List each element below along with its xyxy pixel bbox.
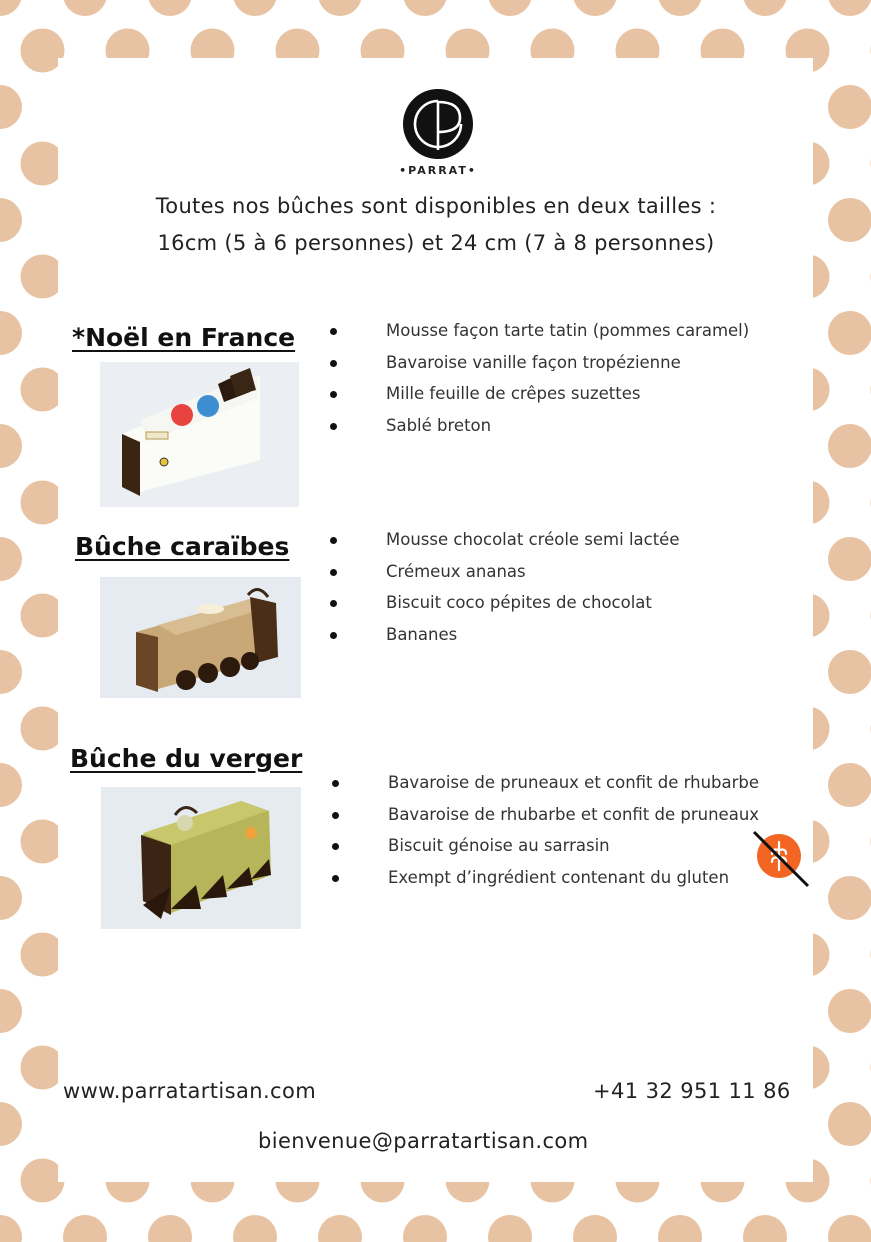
- border-dot: [743, 1215, 787, 1242]
- photo-buche-caraibes: [100, 577, 301, 698]
- border-dot: [828, 1102, 871, 1146]
- phone-number[interactable]: +41 32 951 11 86: [593, 1079, 791, 1103]
- border-dot: [828, 198, 871, 242]
- border-dot: [318, 0, 362, 16]
- border-dot: [318, 1215, 362, 1242]
- border-dot: [148, 0, 192, 16]
- website-link[interactable]: www.parratartisan.com: [63, 1079, 317, 1103]
- border-dot: [743, 0, 787, 16]
- border-dot: [0, 1215, 22, 1242]
- border-dot: [0, 0, 22, 16]
- product-title-buche-caraibes: Bûche caraïbes: [75, 532, 290, 561]
- border-dot: [828, 537, 871, 581]
- border-dot: [403, 1215, 447, 1242]
- border-dot: [828, 1215, 871, 1242]
- photo-buche-du-verger: [101, 787, 301, 929]
- border-dot: [573, 1215, 617, 1242]
- border-dot: [403, 0, 447, 16]
- border-dot: [828, 311, 871, 355]
- border-dot: [0, 424, 22, 468]
- border-dot: [828, 424, 871, 468]
- border-dot: [0, 1102, 22, 1146]
- border-dot: [0, 537, 22, 581]
- border-dot: [0, 876, 22, 920]
- border-dot: [0, 311, 22, 355]
- border-dot: [233, 1215, 277, 1242]
- border-dot: [828, 85, 871, 129]
- product-title-buche-du-verger: Bûche du verger: [70, 744, 303, 773]
- gluten-free-icon: [750, 830, 810, 888]
- border-dot: [63, 1215, 107, 1242]
- product-title-noel-en-france: *Noël en France: [72, 323, 296, 352]
- border-dot: [148, 1215, 192, 1242]
- border-dot: [233, 0, 277, 16]
- border-dot: [0, 198, 22, 242]
- border-dot: [658, 1215, 702, 1242]
- border-dot: [828, 0, 871, 16]
- border-dot: [0, 85, 22, 129]
- border-dot: [828, 650, 871, 694]
- border-dot: [828, 989, 871, 1033]
- border-dot: [573, 0, 617, 16]
- border-dot: [0, 763, 22, 807]
- border-dot: [63, 0, 107, 16]
- border-dot: [828, 876, 871, 920]
- brand-name: •PARRAT•: [399, 164, 477, 177]
- photo-noel-en-france: [100, 362, 299, 507]
- border-dot: [0, 989, 22, 1033]
- border-dot: [488, 1215, 532, 1242]
- email-link[interactable]: bienvenue@parratartisan.com: [258, 1129, 589, 1153]
- intro-line-2: 16cm (5 à 6 personnes) et 24 cm (7 à 8 personnes): [157, 231, 715, 255]
- intro-text: [100, 188, 772, 262]
- border-dot: [658, 0, 702, 16]
- border-dot: [0, 650, 22, 694]
- border-dot: [488, 0, 532, 16]
- border-dot: [828, 763, 871, 807]
- intro-line-1: Toutes nos bûches sont disponibles en deux tailles :: [155, 194, 717, 218]
